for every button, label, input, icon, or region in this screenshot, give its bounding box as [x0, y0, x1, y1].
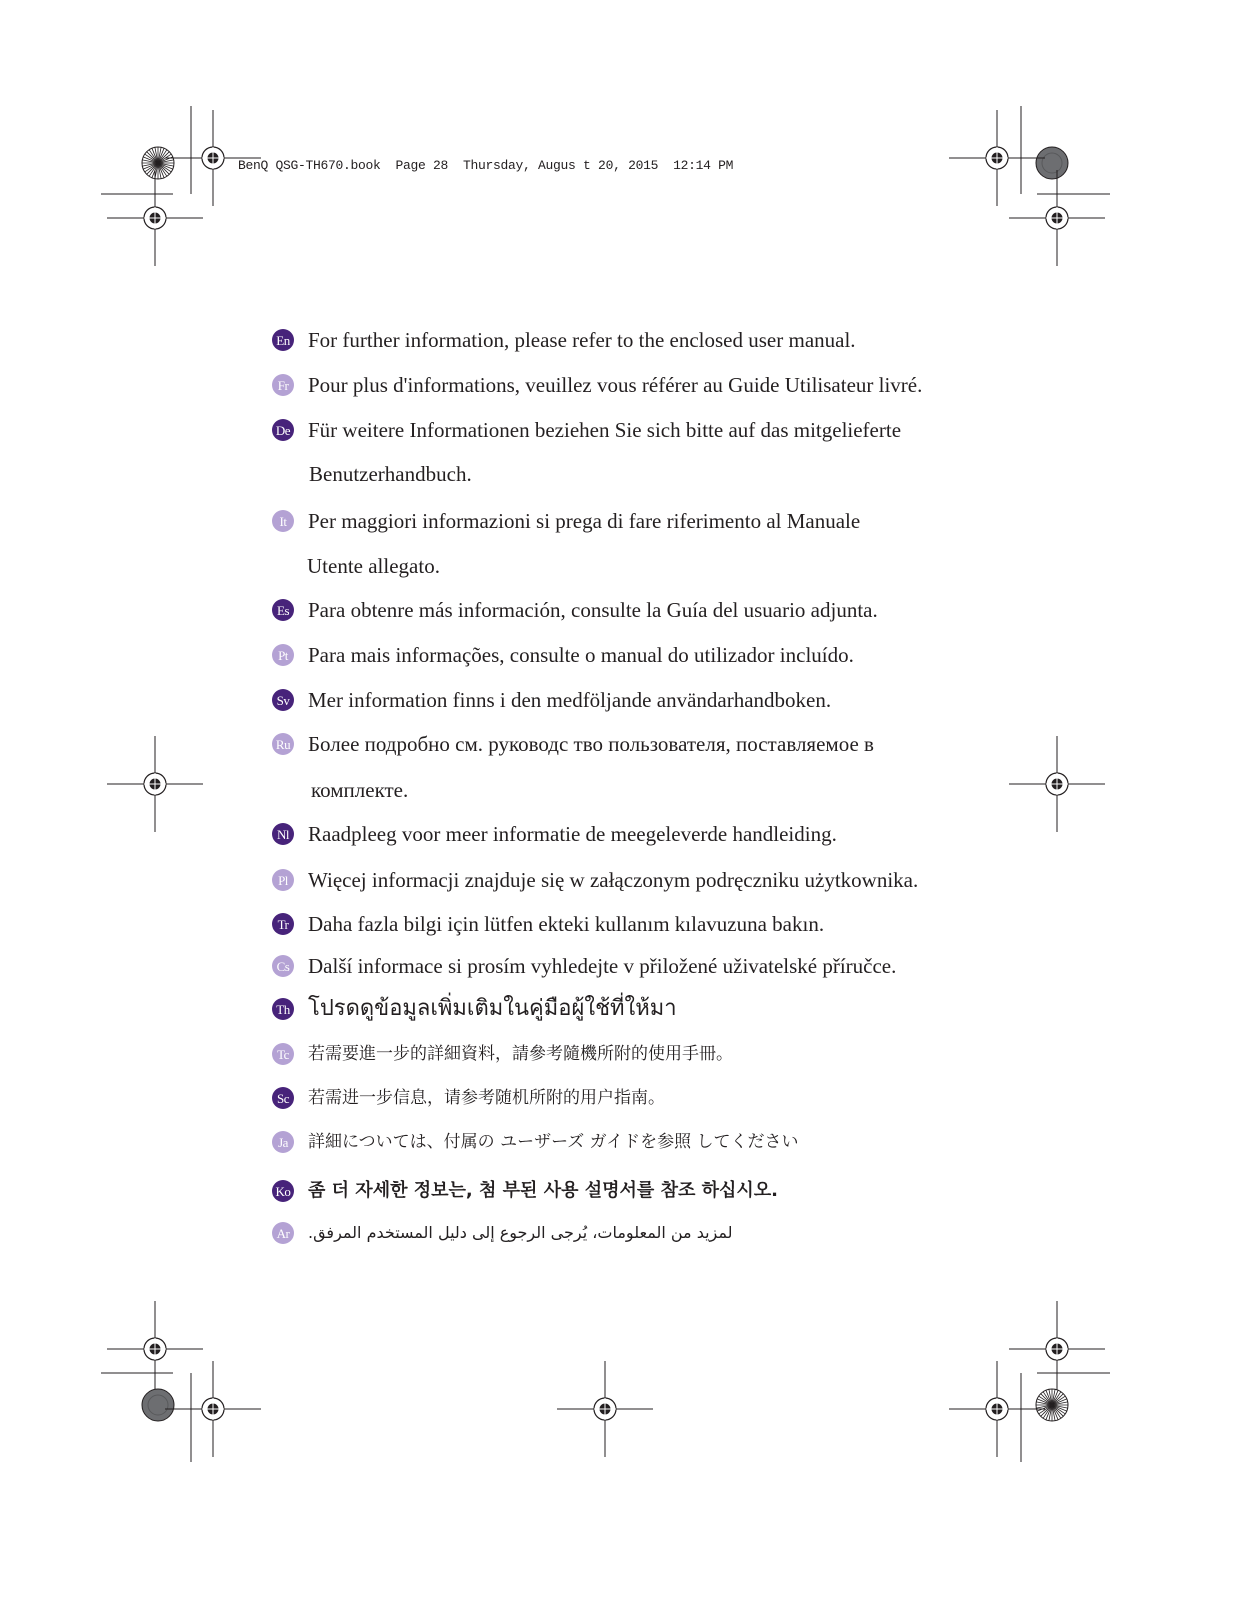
language-entry-cs	[272, 952, 896, 980]
language-entry-sc	[272, 1084, 665, 1112]
language-entry-ko	[272, 1177, 778, 1205]
notice-text-ar: لمزيد من المعلومات، يُرجى الرجوع إلى دليل المستخدم المرفق.	[308, 1223, 733, 1242]
language-badge-pl: Pl	[272, 869, 294, 891]
notice-text-de-continued: Benutzerhandbuch.	[309, 462, 472, 486]
notice-text-fr: Pour plus d'informations, veuillez vous référer au Guide Utilisateur livré.	[308, 372, 923, 397]
language-entry-tr	[272, 910, 824, 938]
notice-text-nl: Raadpleeg voor meer informatie de meegeleverde handleiding.	[308, 821, 837, 846]
language-badge-it: It	[272, 510, 294, 532]
language-badge-sc: Sc	[272, 1087, 294, 1109]
notice-text-ja: 詳細については、付属の ユーザーズ ガイドを参照 してください	[308, 1131, 799, 1152]
language-badge-ru: Ru	[272, 733, 294, 755]
notice-text-es: Para obtenre más información, consulte la Guía del usuario adjunta.	[308, 597, 878, 622]
notice-text-tc: 若需要進一步的詳細資料，請參考隨機所附的使用手冊。	[308, 1043, 733, 1064]
notice-text-it-continued: Utente allegato.	[307, 554, 440, 578]
language-badge-fr: Fr	[272, 374, 294, 396]
notice-text-th: โปรดดูข้อมูลเพิ่มเติมในคู่มือผู้ใช้ที่ให้มา	[308, 996, 677, 1021]
notice-text-it: Per maggiori informazioni si prega di fare riferimento al Manuale	[308, 508, 861, 533]
language-entry-ja	[272, 1128, 799, 1156]
language-badge-ko: Ko	[272, 1180, 294, 1202]
notice-text-pl: Więcej informacji znajduje się w załączonym podręczniku użytkownika.	[308, 867, 919, 892]
book-slug-line: BenQ QSG-TH670.book Page 28 Thursday, Augus t 20, 2015 12:14 PM	[238, 158, 734, 173]
language-badge-sv: Sv	[272, 689, 294, 711]
notice-text-cs: Další informace si prosím vyhledejte v přiložené uživatelské příručce.	[308, 953, 897, 978]
notice-text-ru: Более подробно см. руководс тво пользователя, поставляемое в	[308, 731, 874, 756]
language-badge-th: Th	[272, 998, 294, 1020]
language-entry-it	[272, 507, 860, 535]
language-badge-pt: Pt	[272, 644, 294, 666]
notice-text-ru-continued: комплекте.	[311, 778, 409, 802]
language-entry-ar	[272, 1219, 733, 1247]
language-entry-de	[272, 416, 901, 444]
language-entry-pt	[272, 641, 854, 669]
language-entry-th	[272, 995, 677, 1023]
language-badge-nl: Nl	[272, 823, 294, 845]
language-badge-tc: Tc	[272, 1043, 294, 1065]
notice-text-de: Für weitere Informationen beziehen Sie sich bitte auf das mitgelieferte	[308, 417, 902, 442]
language-entry-en	[272, 326, 856, 354]
language-entry-ru	[272, 730, 874, 758]
language-entry-tc	[272, 1040, 733, 1068]
language-badge-ja: Ja	[272, 1131, 294, 1153]
notice-text-tr: Daha fazla bilgi için lütfen ekteki kullanım kılavuzuna bakın.	[308, 911, 825, 936]
notice-text-sv: Mer information finns i den medföljande användarhandboken.	[308, 687, 832, 712]
notice-text-pt: Para mais informações, consulte o manual do utilizador incluído.	[308, 642, 854, 667]
notice-text-sc: 若需进一步信息，请参考随机所附的用户指南。	[308, 1087, 665, 1108]
language-entry-nl	[272, 820, 837, 848]
language-entry-es	[272, 596, 878, 624]
language-entry-pl	[272, 866, 918, 894]
language-badge-es: Es	[272, 599, 294, 621]
language-badge-de: De	[272, 419, 294, 441]
notice-text-ko: 좀 더 자세한 정보는, 첨 부된 사용 설명서를 참조 하십시오.	[308, 1180, 778, 1201]
language-entry-sv	[272, 686, 831, 714]
language-badge-en: En	[272, 329, 294, 351]
language-badge-tr: Tr	[272, 913, 294, 935]
language-badge-cs: Cs	[272, 955, 294, 977]
language-badge-ar: Ar	[272, 1222, 294, 1244]
notice-text-en: For further information, please refer to the enclosed user manual.	[308, 327, 856, 352]
language-entry-fr	[272, 371, 922, 399]
